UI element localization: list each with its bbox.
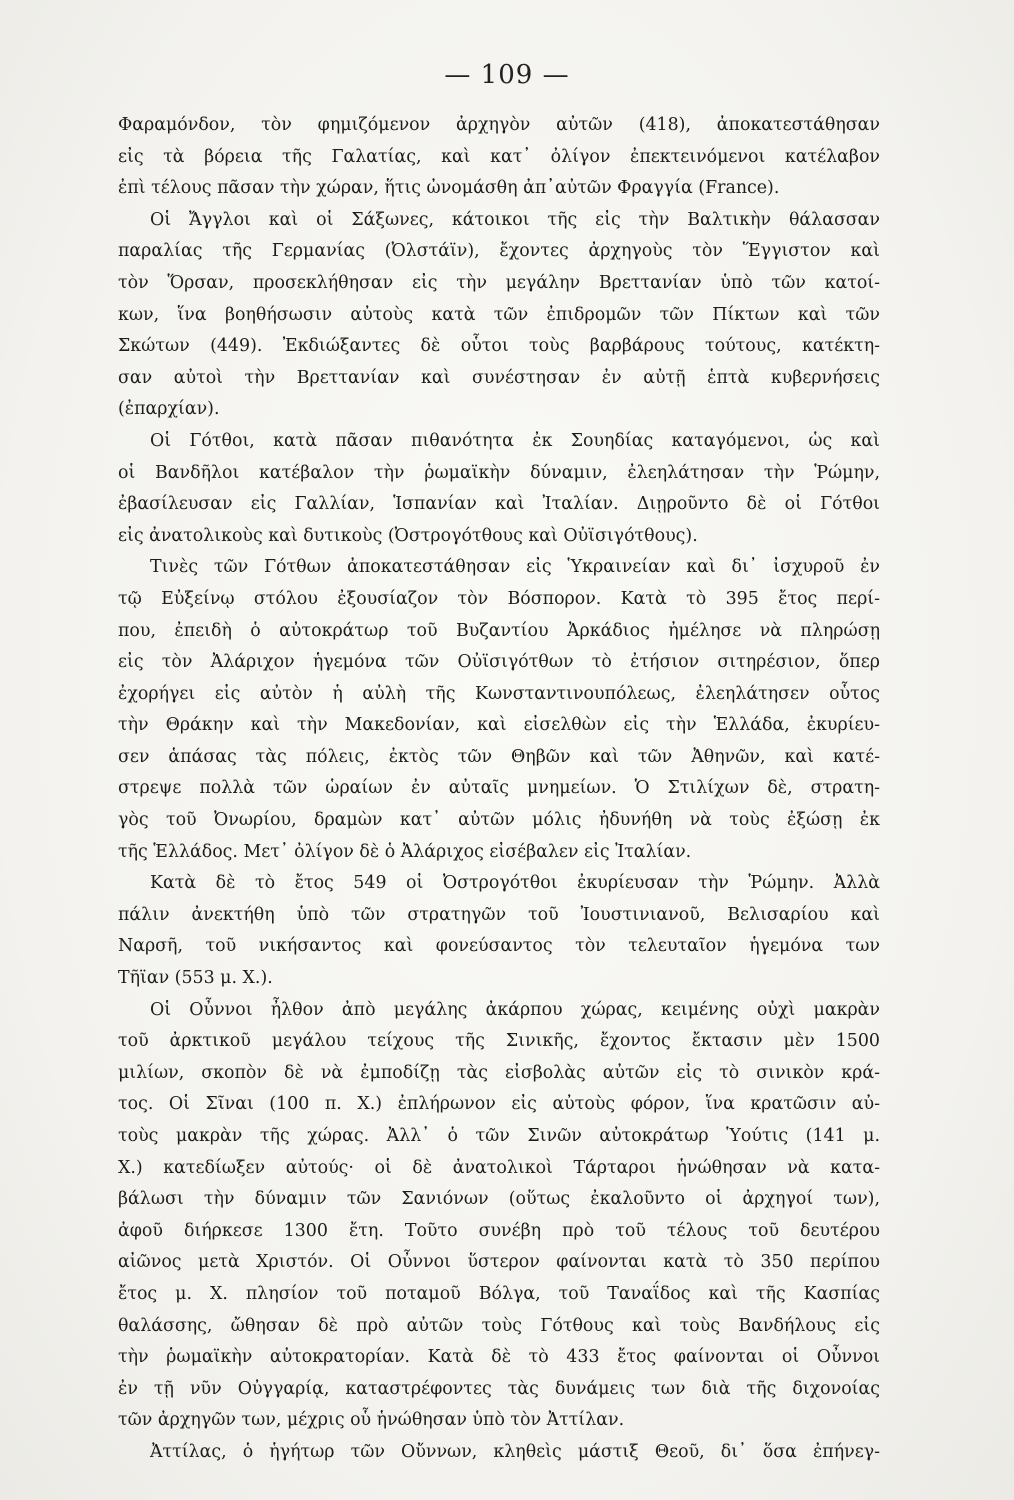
text-line: τοὺς μακρὰν τῆς χώρας. Ἀλλ᾽ ὁ τῶν Σινῶν αὐτοκράτωρ Ὑούτις (141 μ. [118,1126,880,1146]
text-line: Χ.) κατεδίωξεν αὐτούς· οἱ δὲ ἀνατολικοὶ Τάρταροι ἡνώθησαν νὰ κατα- [118,1157,880,1178]
body-text [118,110,880,1469]
text-line: που, ἐπειδὴ ὁ αὐτοκράτωρ τοῦ Βυζαντίου Ἀρκάδιος ἠμέλησε νὰ πληρώσῃ [118,620,880,641]
text-line: ἀφοῦ διήρκεσε 1300 ἔτη. Τοῦτο συνέβη πρὸ τοῦ τέλους τοῦ δευτέρου [118,1220,880,1241]
text-line: σεν ἁπάσας τὰς πόλεις, ἐκτὸς τῶν Θηβῶν καὶ τῶν Ἀθηνῶν, καὶ κατέ- [118,746,880,767]
text-line: Τῆϊαν (553 μ. Χ.). [118,968,273,989]
text-line: ἐν τῇ νῦν Οὐγγαρίᾳ, καταστρέφοντες τὰς δυνάμεις των διὰ τῆς διχονοίας [118,1378,880,1399]
page-number: — 109 — [444,60,570,90]
text-line: Φαραμόνδον, τὸν φημιζόμενον ἀρχηγὸν αὐτῶν (418), ἀποκατεστάθησαν [118,115,880,135]
text-line: τὴν Θράκην καὶ τὴν Μακεδονίαν, καὶ εἰσελθὼν εἰς τὴν Ἑλλάδα, ἐκυρίευ- [118,715,880,736]
text-line: παραλίας τῆς Γερμανίας (Ὀλστάϊν), ἔχοντες ἀρχηγοὺς τὸν Ἕγγιστον καὶ [118,241,880,262]
text-line: οἱ Βανδῆλοι κατέβαλον τὴν ῥωμαϊκὴν δύναμιν, ἐλεηλάτησαν τὴν Ῥώμην, [118,462,880,483]
text-line: σαν αὐτοὶ τὴν Βρεττανίαν καὶ συνέστησαν ἐν αὐτῇ ἑπτὰ κυβερνήσεις [118,367,880,388]
text-line: Οἱ Γότθοι, κατὰ πᾶσαν πιθανότητα ἐκ Σουηδίας καταγόμενοι, ὡς καὶ [150,430,880,451]
text-line: τος. Οἱ Σῖναι (100 π. Χ.) ἐπλήρωνον εἰς αὐτοὺς φόρον, ἵνα κρατῶσιν αὐ- [118,1094,880,1115]
text-line: μιλίων, σκοπὸν δὲ νὰ ἐμποδίζῃ τὰς εἰσβολὰς αὐτῶν εἰς τὸ σινικὸν κρά- [118,1062,880,1083]
text-line: ἐχορήγει εἰς αὐτὸν ἡ αὐλὴ τῆς Κωνσταντινουπόλεως, ἐλεηλάτησεν οὗτος [118,683,880,704]
text-line: γὸς τοῦ Ὀνωρίου, δραμὼν κατ᾽ αὐτῶν μόλις ἠδυνήθη νὰ τοὺς ἐξώσῃ ἐκ [118,810,880,831]
text-line: τῆς Ἑλλάδος. Μετ᾽ ὀλίγον δὲ ὁ Ἀλάριχος εἰσέβαλεν εἰς Ἰταλίαν. [118,841,692,862]
text-line: Σκώτων (449). Ἐκδιώξαντες δὲ οὗτοι τοὺς βαρβάρους τούτους, κατέκτη- [118,336,880,357]
text-line: θαλάσσης, ὤθησαν δὲ πρὸ αὐτῶν τοὺς Γότθους καὶ τοὺς Βανδήλους εἰς [118,1315,880,1336]
text-line: Ἀττίλας, ὁ ἡγήτωρ τῶν Οὔννων, κληθεὶς μάστιξ Θεοῦ, δι᾽ ὅσα ἐπήνεγ- [150,1441,880,1462]
text-line: ἐπὶ τέλους πᾶσαν τὴν χώραν, ἥτις ὠνομάσθη ἀπ᾽αὐτῶν Φραγγία (France). [118,178,780,199]
text-line: Οἱ Οὖννοι ἦλθον ἀπὸ μεγάλης ἀκάρπου χώρας, κειμένης οὐχὶ μακρὰν [150,999,880,1020]
text-line: ἐβασίλευσαν εἰς Γαλλίαν, Ἱσπανίαν καὶ Ἰταλίαν. Διῃροῦντο δὲ οἱ Γότθοι [118,494,880,515]
text-line: Κατὰ δὲ τὸ ἔτος 549 οἱ Ὀστρογότθοι ἐκυρίευσαν τὴν Ῥώμην. Ἀλλὰ [150,873,880,894]
text-line: Οἱ Ἄγγλοι καὶ οἱ Σάξωνες, κάτοικοι τῆς εἰς τὴν Βαλτικὴν θάλασσαν [150,209,880,230]
text-line: τοῦ ἀρκτικοῦ μεγάλου τείχους τῆς Σινικῆς, ἔχοντος ἔκτασιν μὲν 1500 [118,1031,880,1052]
text-line: εἰς τὸν Ἀλάριχον ἡγεμόνα τῶν Οὐϊσιγότθων τὸ ἐτήσιον σιτηρέσιον, ὅπερ [118,652,880,673]
text-line: αἰῶνος μετὰ Χριστόν. Οἱ Οὖννοι ὕστερον φαίνονται κατὰ τὸ 350 περίπου [118,1252,880,1273]
text-line: εἰς ἀνατολικοὺς καὶ δυτικοὺς (Ὀστρογότθους καὶ Οὐϊσιγότθους). [118,525,698,546]
text-line: Ναρσῆ, τοῦ νικήσαντος καὶ φονεύσαντος τὸν τελευταῖον ἡγεμόνα των [118,936,880,957]
text-line: Τινὲς τῶν Γότθων ἀποκατεστάθησαν εἰς Ὑκραινείαν καὶ δι᾽ ἰσχυροῦ ἐν [150,557,880,578]
text-line: κων, ἵνα βοηθήσωσιν αὐτοὺς κατὰ τῶν ἐπιδρομῶν τῶν Πίκτων καὶ τῶν [118,304,880,325]
text-line: τῶν ἀρχηγῶν των, μέχρις οὗ ἡνώθησαν ὑπὸ τὸν Ἀττίλαν. [118,1410,625,1431]
text-line: βάλωσι τὴν δύναμιν τῶν Σανιόνων (οὕτως ἐκαλοῦντο οἱ ἀρχηγοί των), [118,1189,880,1210]
text-line: τὴν ῥωμαϊκὴν αὐτοκρατορίαν. Κατὰ δὲ τὸ 433 ἔτος φαίνονται οἱ Οὖννοι [118,1347,880,1368]
text-line: εἰς τὰ βόρεια τῆς Γαλατίας, καὶ κατ᾽ ὀλίγον ἐπεκτεινόμενοι κατέλαβον [118,146,880,167]
text-line: τὸν Ὅρσαν, προσεκλήθησαν εἰς τὴν μεγάλην Βρεττανίαν ὑπὸ τῶν κατοί- [118,272,880,293]
text-line: τῷ Εὐξείνῳ στόλου ἐξουσίαζον τὸν Βόσπορον. Κατὰ τὸ 395 ἔτος περί- [118,588,880,609]
text-line: στρεψε πολλὰ τῶν ὡραίων ἐν αὐταῖς μνημείων. Ὁ Στιλίχων δὲ, στρατη- [118,778,880,799]
text-line: πάλιν ἀνεκτήθη ὑπὸ τῶν στρατηγῶν τοῦ Ἰουστινιανοῦ, Βελισαρίου καὶ [118,904,880,925]
text-line: (ἐπαρχίαν). [118,399,220,420]
text-line: ἔτος μ. Χ. πλησίον τοῦ ποταμοῦ Βόλγα, τοῦ Ταναΐδος καὶ τῆς Κασπίας [118,1283,880,1304]
